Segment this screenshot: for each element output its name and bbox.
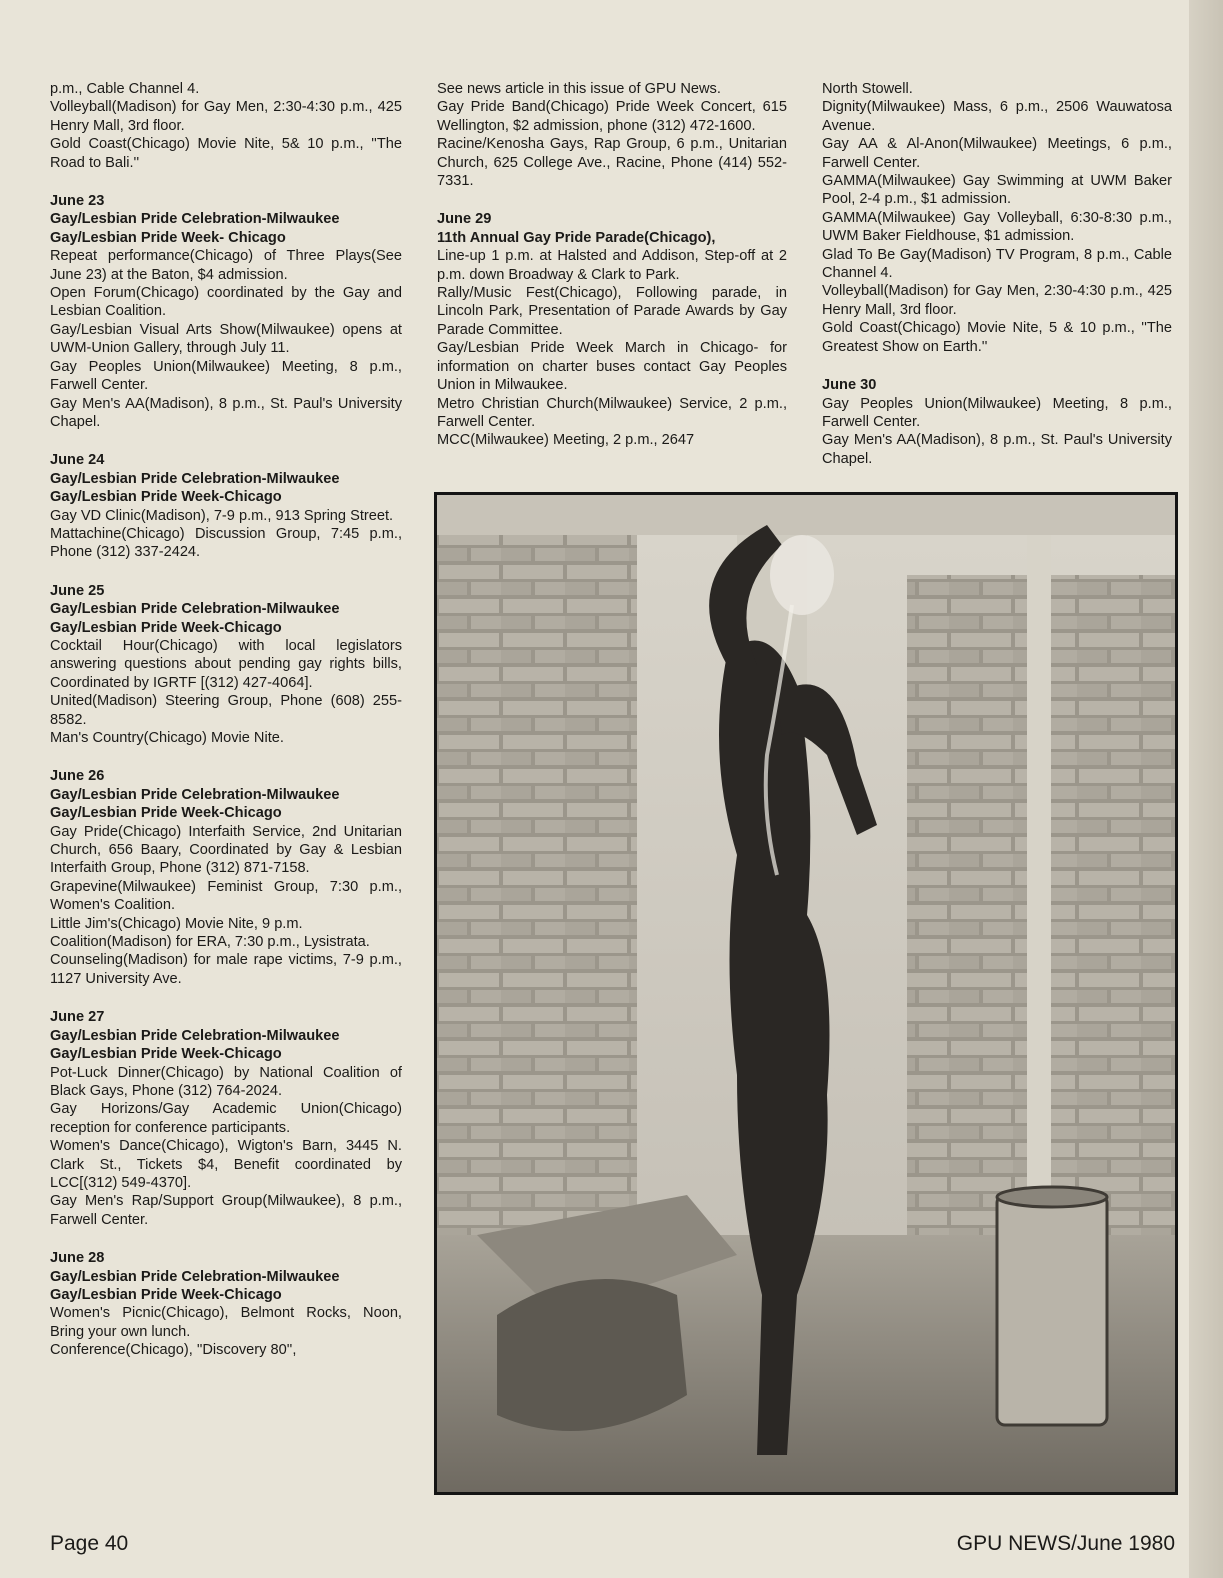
listing-entry: Line-up 1 p.m. at Halsted and Addison, Step-off at 2 p.m. down Broadway & Clark to Park. — [437, 248, 787, 283]
listing-entry: p.m., Cable Channel 4. — [50, 81, 200, 97]
listing-entry: Little Jim's(Chicago) Movie Nite, 9 p.m. — [50, 915, 303, 932]
listing-entry: Repeat performance(Chicago) of Three Plays(See June 23) at the Baton, $4 admission. — [50, 248, 402, 283]
event-title: Gay/Lesbian Pride Week-Chicago — [50, 805, 282, 822]
listing-entry: Open Forum(Chicago) coordinated by the Gay and Lesbian Coalition. — [50, 285, 402, 320]
listing-entry: Gay/Lesbian Visual Arts Show(Milwaukee) opens at UWM-Union Gallery, through July 11. — [50, 321, 402, 357]
listing-entry: Gay/Lesbian Pride Week March in Chicago- for information on charter buses contact Gay Peoples Union in Milwaukee. — [437, 340, 787, 394]
listing-entry: Cocktail Hour(Chicago) with local legislators answering questions about pending gay rights bills, Coordinated by IGRTF [(312) 427-4064]. — [50, 637, 402, 691]
event-title: Gay/Lesbian Pride Celebration-Milwaukee — [50, 1268, 340, 1285]
listing-entry: Pot-Luck Dinner(Chicago) by National Coalition of Black Gays, Phone (312) 764-2024. — [50, 1064, 402, 1099]
event-title: Gay/Lesbian Pride Week-Chicago — [50, 489, 282, 506]
listing-entry: Gay Men's AA(Madison), 8 p.m., St. Paul's University Chapel. — [822, 432, 1172, 467]
date-heading: June 28 — [50, 1250, 105, 1267]
listing-entry: Gay AA & Al-Anon(Milwaukee) Meetings, 6 p.m., Farwell Center. — [822, 136, 1172, 171]
footer-publication: GPU NEWS/June 1980 — [956, 1532, 1175, 1555]
listing-entry: GAMMA(Milwaukee) Gay Swimming at UWM Baker Pool, 2-4 p.m., $1 admission. — [822, 173, 1172, 208]
listing-entry: Metro Christian Church(Milwaukee) Service, 2 p.m., Farwell Center. — [437, 395, 787, 430]
date-heading: June 26 — [50, 768, 105, 785]
listing-entry: Counseling(Madison) for male rape victims, 7-9 p.m., 1127 University Ave. — [50, 952, 402, 987]
listing-entry: North Stowell. — [822, 81, 913, 97]
listing-entry: Gold Coast(Chicago) Movie Nite, 5& 10 p.m., ''The Road to Bali.'' — [50, 136, 402, 171]
event-title: Gay/Lesbian Pride Celebration-Milwaukee — [50, 211, 340, 228]
listing-entry: Women's Picnic(Chicago), Belmont Rocks, Noon, Bring your own lunch. — [50, 1305, 402, 1340]
page-edge — [1189, 0, 1223, 1578]
listing-column-3 — [822, 80, 1172, 468]
listing-entry: Women's Dance(Chicago), Wigton's Barn, 3445 N. Clark St., Tickets $4, Benefit coordinated by LCC[(312) 549-4370]. — [50, 1138, 402, 1191]
listing-entry: Gay Peoples Union(Milwaukee) Meeting, 8 p.m., Farwell Center. — [50, 358, 402, 394]
listing-entry: Gay VD Clinic(Madison), 7-9 p.m., 913 Spring Street. — [50, 507, 394, 524]
event-title: Gay/Lesbian Pride Week- Chicago — [50, 229, 286, 246]
listing-entry: Gay Pride Band(Chicago) Pride Week Concert, 615 Wellington, $2 admission, phone (312) 472-1600. — [437, 99, 787, 134]
listing-entry: Volleyball(Madison) for Gay Men, 2:30-4:30 p.m., 425 Henry Mall, 3rd floor. — [50, 99, 402, 134]
listing-entry: Gay Men's Rap/Support Group(Milwaukee), 8 p.m., Farwell Center. — [50, 1193, 402, 1228]
event-title: 11th Annual Gay Pride Parade(Chicago), — [437, 229, 716, 246]
listing-column-1 — [50, 80, 402, 1360]
listing-entry: Racine/Kenosha Gays, Rap Group, 6 p.m., Unitarian Church, 625 College Ave., Racine, Phone (414) 552-7331. — [437, 136, 787, 190]
listing-entry: Mattachine(Chicago) Discussion Group, 7:45 p.m., Phone (312) 337-2424. — [50, 525, 402, 561]
listing-entry: Rally/Music Fest(Chicago), Following parade, in Lincoln Park, Presentation of Parade Awards by Gay Parade Committee. — [437, 285, 787, 338]
date-heading: June 23 — [50, 193, 105, 210]
date-heading: June 25 — [50, 582, 105, 599]
event-title: Gay/Lesbian Pride Week-Chicago — [50, 1286, 282, 1303]
listing-entry: Gay Men's AA(Madison), 8 p.m., St. Paul's University Chapel. — [50, 395, 402, 430]
date-heading: June 30 — [822, 377, 877, 394]
page-number: Page 40 — [50, 1532, 129, 1555]
date-heading: June 29 — [437, 211, 492, 228]
listing-entry: Grapevine(Milwaukee) Feminist Group, 7:30 p.m., Women's Coalition. — [50, 878, 402, 914]
listing-entry: MCC(Milwaukee) Meeting, 2 p.m., 2647 — [437, 432, 695, 449]
event-title: Gay/Lesbian Pride Week-Chicago — [50, 1046, 282, 1063]
event-title: Gay/Lesbian Pride Celebration-Milwaukee — [50, 1027, 340, 1044]
listing-entry: Gold Coast(Chicago) Movie Nite, 5 & 10 p.m., ''The Greatest Show on Earth.'' — [822, 320, 1172, 355]
listing-entry: Gay Horizons/Gay Academic Union(Chicago) reception for conference participants. — [50, 1101, 402, 1136]
event-title: Gay/Lesbian Pride Celebration-Milwaukee — [50, 786, 340, 803]
listing-entry: Gay Peoples Union(Milwaukee) Meeting, 8 p.m., Farwell Center. — [822, 395, 1172, 430]
photo-man-pouring-water — [434, 492, 1178, 1495]
listing-entry: Dignity(Milwaukee) Mass, 6 p.m., 2506 Wauwatosa Avenue. — [822, 99, 1172, 134]
date-heading: June 27 — [50, 1009, 105, 1026]
listing-entry: Volleyball(Madison) for Gay Men, 2:30-4:30 p.m., 425 Henry Mall, 3rd floor. — [822, 283, 1172, 318]
event-title: Gay/Lesbian Pride Week-Chicago — [50, 619, 282, 636]
listing-entry: GAMMA(Milwaukee) Gay Volleyball, 6:30-8:30 p.m., UWM Baker Fieldhouse, $1 admission. — [822, 209, 1172, 245]
listing-entry: Coalition(Madison) for ERA, 7:30 p.m., Lysistrata. — [50, 934, 370, 951]
listing-entry: See news article in this issue of GPU News. — [437, 81, 721, 97]
listing-entry: Glad To Be Gay(Madison) TV Program, 8 p.m., Cable Channel 4. — [822, 246, 1172, 282]
listing-entry: Man's Country(Chicago) Movie Nite. — [50, 730, 284, 746]
listing-entry: United(Madison) Steering Group, Phone (608) 255-8582. — [50, 693, 402, 728]
listing-entry: Conference(Chicago), ''Discovery 80'', — [50, 1342, 297, 1359]
listing-column-2 — [437, 80, 787, 450]
event-title: Gay/Lesbian Pride Celebration-Milwaukee — [50, 470, 340, 487]
date-heading: June 24 — [50, 452, 105, 469]
event-title: Gay/Lesbian Pride Celebration-Milwaukee — [50, 601, 340, 618]
listing-entry: Gay Pride(Chicago) Interfaith Service, 2nd Unitarian Church, 656 Baary, Coordinated by Gay & Lesbian Interfaith Group, Phone (312) 871-7158. — [50, 823, 402, 877]
